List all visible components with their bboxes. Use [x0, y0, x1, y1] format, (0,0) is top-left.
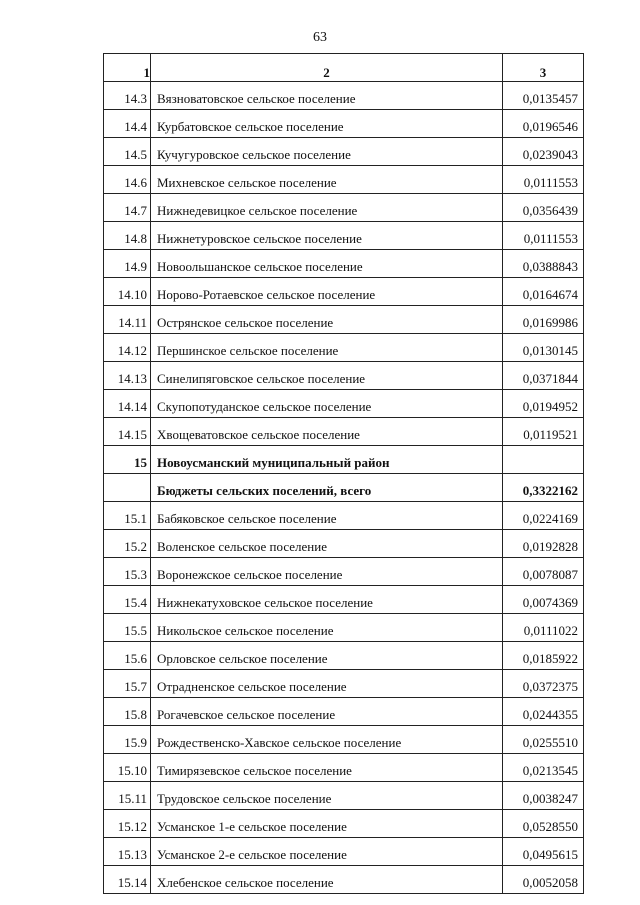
row-number-cell: 15.4: [104, 586, 151, 614]
share-value-cell: 0,0528550: [503, 810, 584, 838]
settlement-name-cell: Тимирязевское сельское поселение: [151, 754, 503, 782]
share-value-cell: 0,0213545: [503, 754, 584, 782]
row-number-cell: 14.3: [104, 82, 151, 110]
share-value-cell: 0,0130145: [503, 334, 584, 362]
distribution-table: [103, 53, 584, 894]
table-row: [104, 166, 584, 194]
table-row: [104, 222, 584, 250]
page-number: 63: [313, 30, 327, 45]
table-row: [104, 670, 584, 698]
share-value-cell: 0,0111553: [503, 222, 584, 250]
table-row: [104, 390, 584, 418]
table-row: [104, 418, 584, 446]
table-row: [104, 138, 584, 166]
table-row: [104, 726, 584, 754]
row-number-cell: 14.4: [104, 110, 151, 138]
row-number-cell: 14.10: [104, 278, 151, 306]
row-number-cell: 14.7: [104, 194, 151, 222]
table-row: [104, 250, 584, 278]
row-number-cell: 15.9: [104, 726, 151, 754]
row-number-cell: 14.12: [104, 334, 151, 362]
table-row: [104, 82, 584, 110]
settlement-name-cell: Воленское сельское поселение: [151, 530, 503, 558]
share-value-cell: 0,0495615: [503, 838, 584, 866]
table-row: [104, 334, 584, 362]
settlement-name-cell: Кучугуровское сельское поселение: [151, 138, 503, 166]
share-value-cell: 0,0074369: [503, 586, 584, 614]
settlement-name-cell: Бюджеты сельских поселений, всего: [151, 474, 503, 502]
table-row: [104, 502, 584, 530]
table-body: [104, 82, 584, 894]
table-row: [104, 810, 584, 838]
share-value-cell: 0,0255510: [503, 726, 584, 754]
share-value-cell: 0,0135457: [503, 82, 584, 110]
header-col-1: 1: [104, 54, 151, 82]
share-value-cell: 0,0185922: [503, 642, 584, 670]
settlement-name-cell: Вязноватовское сельское поселение: [151, 82, 503, 110]
share-value-cell: [503, 446, 584, 474]
table-row: [104, 278, 584, 306]
settlement-name-cell: Новоусманский муниципальный район: [151, 446, 503, 474]
share-value-cell: 0,0169986: [503, 306, 584, 334]
row-number-cell: 14.13: [104, 362, 151, 390]
row-number-cell: 14.8: [104, 222, 151, 250]
table-header-row: [104, 54, 584, 82]
settlement-name-cell: Усманское 1-е сельское поселение: [151, 810, 503, 838]
row-number-cell: 15.6: [104, 642, 151, 670]
row-number-cell: 15.5: [104, 614, 151, 642]
settlement-name-cell: Орловское сельское поселение: [151, 642, 503, 670]
table-row: [104, 614, 584, 642]
settlement-name-cell: Нижнедевицкое сельское поселение: [151, 194, 503, 222]
share-value-cell: 0,0194952: [503, 390, 584, 418]
share-value-cell: 0,0192828: [503, 530, 584, 558]
table-row: [104, 446, 584, 474]
settlement-name-cell: Трудовское сельское поселение: [151, 782, 503, 810]
table-row: [104, 838, 584, 866]
settlement-name-cell: Рогачевское сельское поселение: [151, 698, 503, 726]
row-number-cell: 14.14: [104, 390, 151, 418]
settlement-name-cell: Острянское сельское поселение: [151, 306, 503, 334]
row-number-cell: 15.7: [104, 670, 151, 698]
share-value-cell: 0,0244355: [503, 698, 584, 726]
table-row: [104, 558, 584, 586]
share-value-cell: 0,0052058: [503, 866, 584, 894]
settlement-name-cell: Отрадненское сельское поселение: [151, 670, 503, 698]
share-value-cell: 0,0224169: [503, 502, 584, 530]
settlement-name-cell: Нижнетуровское сельское поселение: [151, 222, 503, 250]
row-number-cell: 14.11: [104, 306, 151, 334]
table-row: [104, 698, 584, 726]
table-row: [104, 866, 584, 894]
header-col-3: 3: [503, 54, 584, 82]
table-row: [104, 362, 584, 390]
row-number-cell: 15.2: [104, 530, 151, 558]
row-number-cell: 14.5: [104, 138, 151, 166]
share-value-cell: 0,0111022: [503, 614, 584, 642]
settlement-name-cell: Михневское сельское поселение: [151, 166, 503, 194]
share-value-cell: 0,0078087: [503, 558, 584, 586]
share-value-cell: 0,0038247: [503, 782, 584, 810]
share-value-cell: 0,0164674: [503, 278, 584, 306]
share-value-cell: 0,0388843: [503, 250, 584, 278]
share-value-cell: 0,0356439: [503, 194, 584, 222]
settlement-name-cell: Нижнекатуховское сельское поселение: [151, 586, 503, 614]
table-row: [104, 110, 584, 138]
settlement-name-cell: Синелипяговское сельское поселение: [151, 362, 503, 390]
settlement-name-cell: Новоольшанское сельское поселение: [151, 250, 503, 278]
settlement-name-cell: Хлебенское сельское поселение: [151, 866, 503, 894]
row-number-cell: [104, 474, 151, 502]
settlement-name-cell: Воронежское сельское поселение: [151, 558, 503, 586]
row-number-cell: 14.15: [104, 418, 151, 446]
share-value-cell: 0,0196546: [503, 110, 584, 138]
settlement-name-cell: Усманское 2-е сельское поселение: [151, 838, 503, 866]
share-value-cell: 0,0111553: [503, 166, 584, 194]
row-number-cell: 15: [104, 446, 151, 474]
share-value-cell: 0,0372375: [503, 670, 584, 698]
row-number-cell: 15.11: [104, 782, 151, 810]
table-row: [104, 530, 584, 558]
table-row: [104, 586, 584, 614]
settlement-name-cell: Курбатовское сельское поселение: [151, 110, 503, 138]
header-col-2: 2: [151, 54, 503, 82]
row-number-cell: 15.10: [104, 754, 151, 782]
table-row: [104, 194, 584, 222]
share-value-cell: 0,3322162: [503, 474, 584, 502]
table-row: [104, 782, 584, 810]
table-row: [104, 642, 584, 670]
settlement-name-cell: Норово-Ротаевское сельское поселение: [151, 278, 503, 306]
settlement-name-cell: Рождественско-Хавское сельское поселение: [151, 726, 503, 754]
settlement-name-cell: Хвощеватовское сельское поселение: [151, 418, 503, 446]
settlement-name-cell: Никольское сельское поселение: [151, 614, 503, 642]
row-number-cell: 15.8: [104, 698, 151, 726]
row-number-cell: 15.13: [104, 838, 151, 866]
settlement-name-cell: Першинское сельское поселение: [151, 334, 503, 362]
row-number-cell: 15.12: [104, 810, 151, 838]
row-number-cell: 14.9: [104, 250, 151, 278]
settlement-name-cell: Бабяковское сельское поселение: [151, 502, 503, 530]
table-row: [104, 754, 584, 782]
share-value-cell: 0,0119521: [503, 418, 584, 446]
settlement-name-cell: Скупопотуданское сельское поселение: [151, 390, 503, 418]
row-number-cell: 15.3: [104, 558, 151, 586]
row-number-cell: 14.6: [104, 166, 151, 194]
row-number-cell: 15.1: [104, 502, 151, 530]
table-row: [104, 474, 584, 502]
table-row: [104, 306, 584, 334]
row-number-cell: 15.14: [104, 866, 151, 894]
share-value-cell: 0,0239043: [503, 138, 584, 166]
share-value-cell: 0,0371844: [503, 362, 584, 390]
